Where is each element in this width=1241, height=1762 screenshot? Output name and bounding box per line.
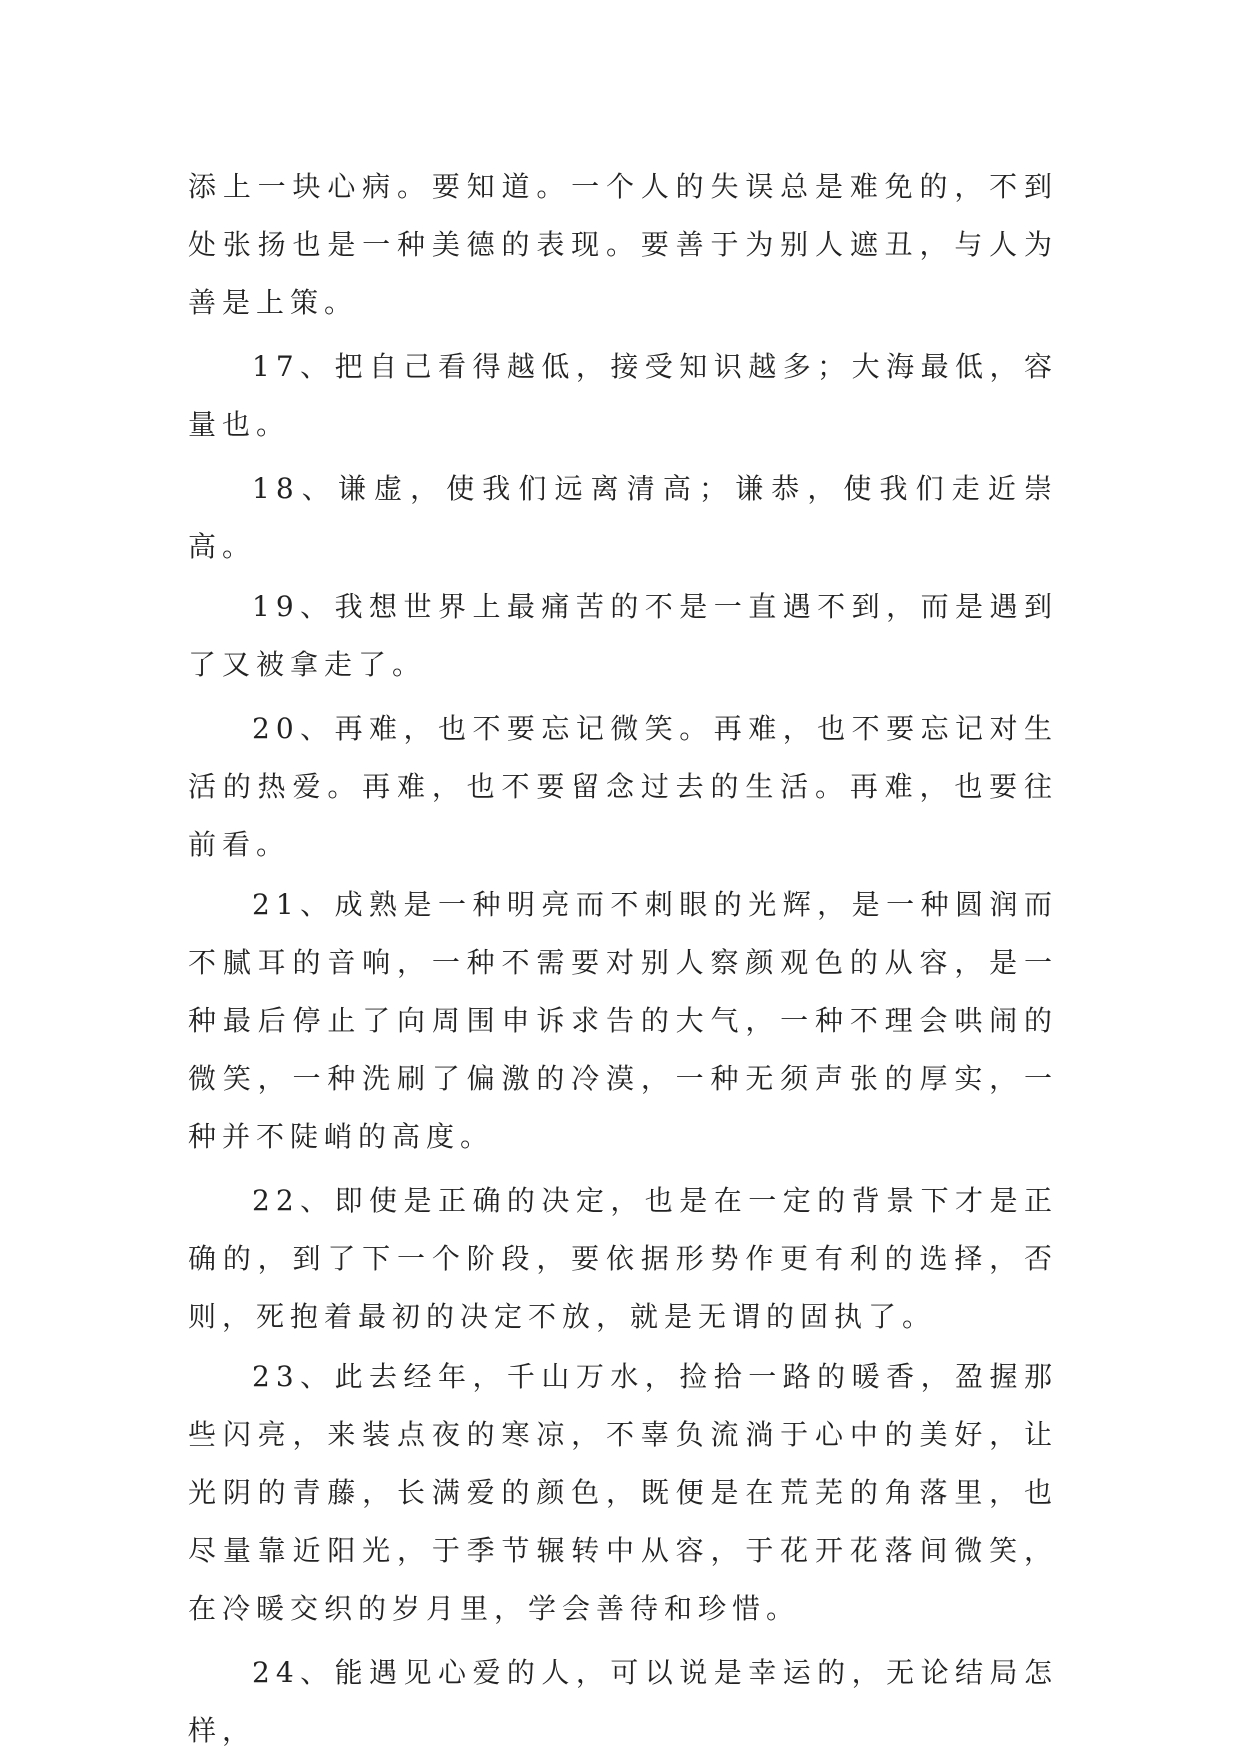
- paragraph-20: 20、再难，也不要忘记微笑。再难，也不要忘记对生活的热爱。再难，也不要留念过去的生活。再难，也要往前看。: [188, 712, 1058, 861]
- document-body: [188, 158, 1058, 1762]
- paragraph-22: 22、即使是正确的决定，也是在一定的背景下才是正确的，到了下一个阶段，要依据形势作更有利的选择，否则，死抱着最初的决定不放，就是无谓的固执了。: [188, 1184, 1058, 1333]
- paragraph-19: 19、我想世界上最痛苦的不是一直遇不到，而是遇到了又被拿走了。: [188, 590, 1058, 681]
- paragraph-23: 23、此去经年，千山万水，捡拾一路的暖香，盈握那些闪亮，来装点夜的寒凉，不辜负流淌于心中的美好，让光阴的青藤，长满爱的颜色，既便是在荒芜的角落里，也尽量靠近阳光，于季节辗转中从容，于花开花落间微笑，在冷暖交织的岁月里，学会善待和珍惜。: [188, 1360, 1058, 1625]
- paragraph-24: 24、能遇见心爱的人，可以说是幸运的，无论结局怎样，: [188, 1656, 1058, 1747]
- paragraph-17: 17、把自己看得越低，接受知识越多；大海最低，容量也。: [188, 350, 1058, 441]
- paragraph-18: 18、谦虚，使我们远离清高；谦恭，使我们走近崇高。: [188, 472, 1058, 563]
- paragraph-21: 21、成熟是一种明亮而不刺眼的光辉，是一种圆润而不腻耳的音响，一种不需要对别人察颜观色的从容，是一种最后停止了向周围申诉求告的大气，一种不理会哄闹的微笑，一种洗刷了偏激的冷漠，一种无须声张的厚实，一种并不陡峭的高度。: [188, 888, 1058, 1153]
- paragraph-continuation: 添上一块心病。要知道。一个人的失误总是难免的，不到处张扬也是一种美德的表现。要善于为别人遮丑，与人为善是上策。: [188, 170, 1058, 319]
